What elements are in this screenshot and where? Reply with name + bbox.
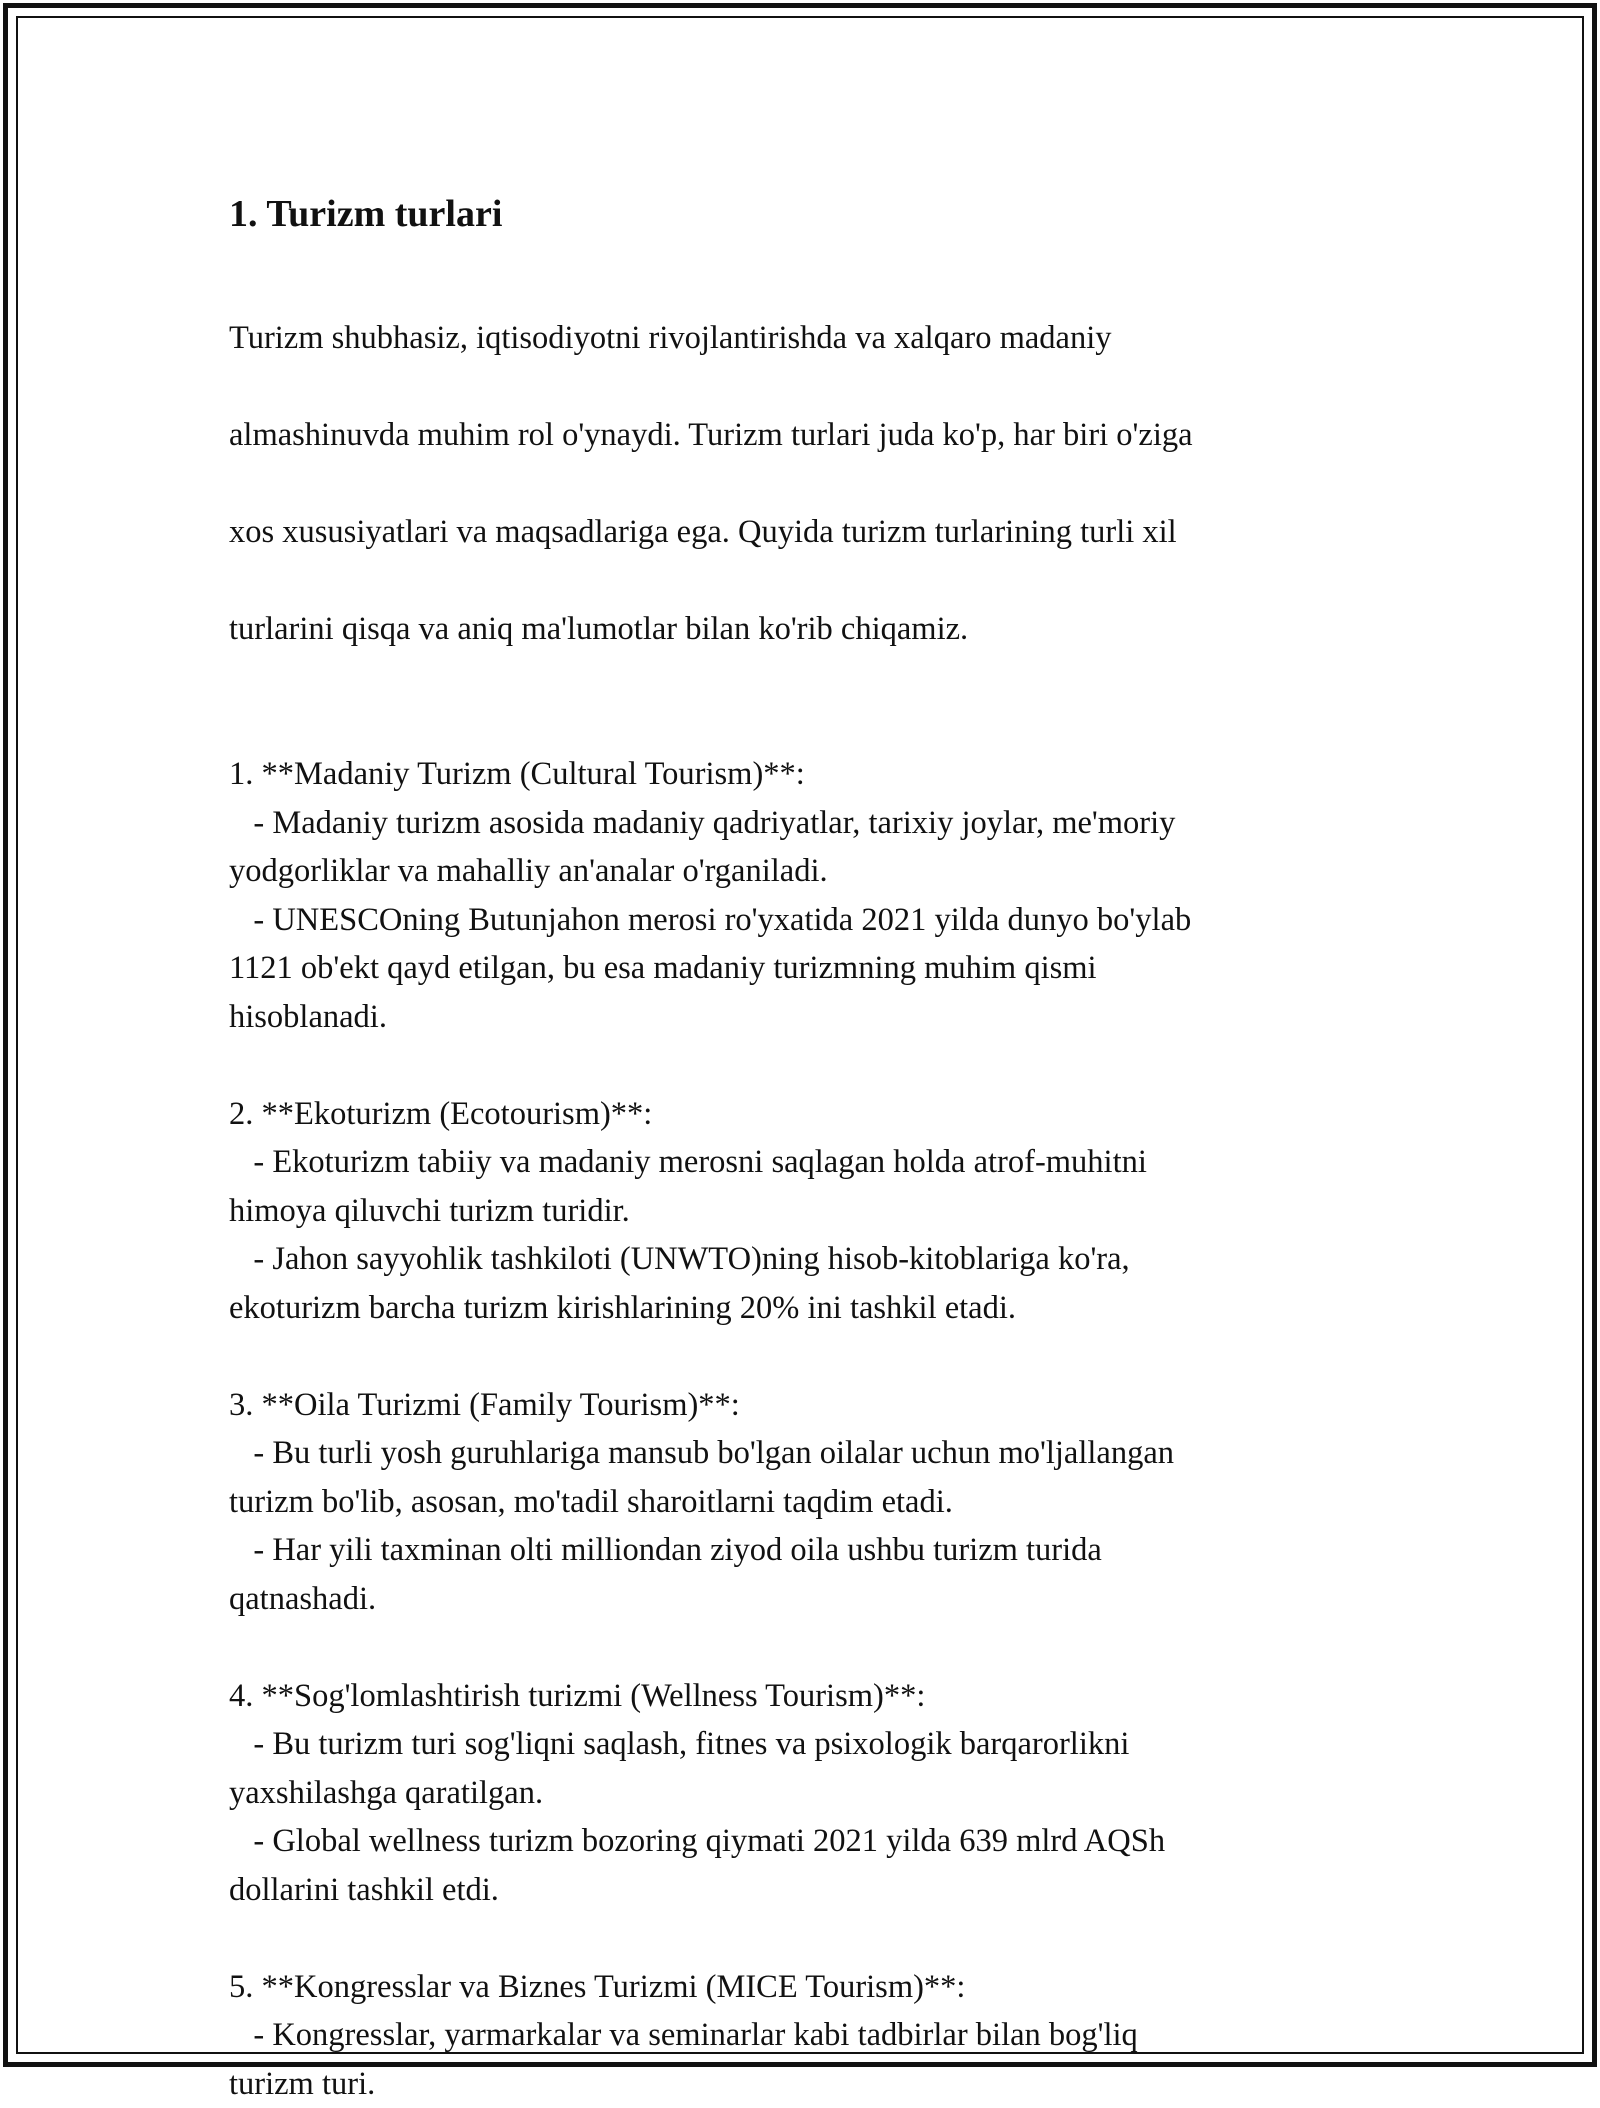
- section-ecotourism: [229, 1090, 1429, 1333]
- section-line: - Bu turli yosh guruhlariga mansub bo'lgan oilalar uchun mo'ljallangan: [229, 1429, 1429, 1478]
- section-line: qatnashadi.: [229, 1575, 1429, 1624]
- section-line: - UNESCOning Butunjahon merosi ro'yxatida 2021 yilda dunyo bo'ylab: [229, 896, 1429, 945]
- section-line: - Bu turizm turi sog'liqni saqlash, fitnes va psixologik barqarorlikni: [229, 1720, 1429, 1769]
- section-line: turizm bo'lib, asosan, mo'tadil sharoitlarni taqdim etadi.: [229, 1478, 1429, 1527]
- intro-line: Turizm shubhasiz, iqtisodiyotni rivojlantirishda va xalqaro madaniy: [229, 314, 1429, 363]
- intro-paragraph: [229, 265, 1429, 702]
- section-line: - Ekoturizm tabiiy va madaniy merosni saqlagan holda atrof-muhitni: [229, 1138, 1429, 1187]
- document-body: [229, 186, 1429, 2108]
- section-heading: 1. **Madaniy Turizm (Cultural Tourism)**:: [229, 750, 1429, 799]
- section-line: yaxshilashga qaratilgan.: [229, 1769, 1429, 1818]
- section-line: - Global wellness turizm bozoring qiymati 2021 yilda 639 mlrd AQSh: [229, 1817, 1429, 1866]
- section-line: 1121 ob'ekt qayd etilgan, bu esa madaniy turizmning muhim qismi: [229, 944, 1429, 993]
- section-line: - Jahon sayyohlik tashkiloti (UNWTO)ning hisob-kitoblariga ko'ra,: [229, 1235, 1429, 1284]
- section-heading: 4. **Sog'lomlashtirish turizmi (Wellness Tourism)**:: [229, 1672, 1429, 1721]
- section-family-tourism: [229, 1381, 1429, 1624]
- section-cultural-tourism: [229, 750, 1429, 1041]
- section-mice-tourism: [229, 1963, 1429, 2108]
- section-line: himoya qiluvchi turizm turidir.: [229, 1187, 1429, 1236]
- intro-line: xos xususiyatlari va maqsadlariga ega. Quyida turizm turlarining turli xil: [229, 508, 1429, 557]
- section-line: - Har yili taxminan olti milliondan ziyod oila ushbu turizm turida: [229, 1526, 1429, 1575]
- intro-line: turlarini qisqa va aniq ma'lumotlar bilan ko'rib chiqamiz.: [229, 605, 1429, 654]
- section-line: yodgorliklar va mahalliy an'analar o'rganiladi.: [229, 847, 1429, 896]
- section-heading: 2. **Ekoturizm (Ecotourism)**:: [229, 1090, 1429, 1139]
- section-line: hisoblanadi.: [229, 993, 1429, 1042]
- section-heading: 3. **Oila Turizmi (Family Tourism)**:: [229, 1381, 1429, 1430]
- document-title: 1. Turizm turlari: [229, 186, 1429, 242]
- section-line: ekoturizm barcha turizm kirishlarining 20% ini tashkil etadi.: [229, 1284, 1429, 1333]
- section-line: turizm turi.: [229, 2060, 1429, 2108]
- section-wellness-tourism: [229, 1672, 1429, 1915]
- section-line: - Kongresslar, yarmarkalar va seminarlar kabi tadbirlar bilan bog'liq: [229, 2011, 1429, 2060]
- section-line: - Madaniy turizm asosida madaniy qadriyatlar, tarixiy joylar, me'moriy: [229, 799, 1429, 848]
- section-heading: 5. **Kongresslar va Biznes Turizmi (MICE Tourism)**:: [229, 1963, 1429, 2012]
- intro-line: almashinuvda muhim rol o'ynaydi. Turizm turlari juda ko'p, har biri o'ziga: [229, 411, 1429, 460]
- section-line: dollarini tashkil etdi.: [229, 1866, 1429, 1915]
